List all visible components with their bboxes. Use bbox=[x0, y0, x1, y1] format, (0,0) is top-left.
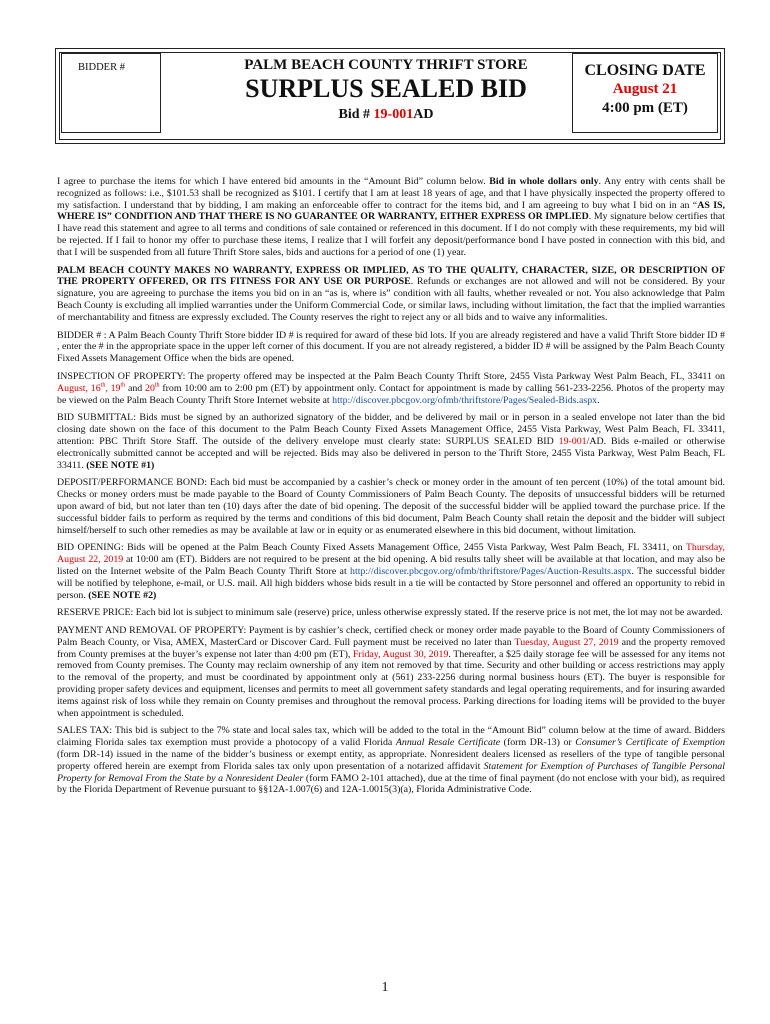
payment-paragraph: PAYMENT AND REMOVAL OF PROPERTY: Payment is by cashier’s check, certified check or money order made payable to the Board of County Commissioners of Palm Beach County, or Visa, AMEX, MasterCard or Discover Card. Full payment must be received no later than Tuesday, August 27, 2019 and the property removed from County premises at the buyer’s expense not later than 4:00 pm (ET), Friday, August 30, 2019. Thereafter, a $25 daily storage fee will be assessed for any items not removed from County premises. The County may reclaim ownership of any item not removed by that time. Security and other building or access restrictions may apply to the removal of the property, and must be coordinated by appointment only at (561) 233-2256 during normal business hours (ET). The buyer is responsible for providing proper safety devices and equipment, licenses and permits to meet all government safety standards and legal operating requirements, and for insuring awarded items against risk of loss while they remain on County premises and throughout the removal process. Parking directions for loading items will be provided to the buyer when appointment is scheduled. bbox=[57, 625, 726, 719]
intro-paragraph: I agree to purchase the items for which I have entered bid amounts in the “Amount Bid” column below. Bid in whole dollars only. Any entry with cents shall be recognized as follows: i.e., $101.53 shall be recognized as $101. I certify that I am at least 18 years of age, and that I have physically inspected the property offered to my satisfaction. I understand that by bidding, I am making an enforceable offer to contract for the items bid, and I am agreeing to buy what I bid on in an “AS IS, WHERE IS” CONDITION AND THAT THERE IS NO GUARANTEE OR WARRANTY, EITHER EXPRESS OR IMPLIED. My signature below certifies that I have read this statement and agree to all terms and conditions of sale contained or referenced in this document. If I do not comply with these requirements, my bid will be rejected. If I fail to honor my offer to purchase these items, I realize that I will forfeit any deposit/performance bond I have posted in connection with this bid, and that I will be suspended from all future Thrift Store sales, bids and auctions for a period of one (1) year. bbox=[57, 176, 726, 258]
opening-paragraph: BID OPENING: Bids will be opened at the Palm Beach County Fixed Assets Management Office, 2455 Vista Parkway, West Palm Beach, FL 33411, on Thursday, August 22, 2019 at 10:00 am (ET). Bidders are not required to be present at the bid opening. A bid results tally sheet will be available at that location, and may also be listed on the Internet website of the Palm Beach County Thrift Store at http://discover.pbcgov.org/ofmb/thriftstore/Pages/Auction-Results.aspx. The successful bidder will be notified by telephone, e-mail, or U.S. mail. All high bidders whose bids result in a tie will be contacted by Store personnel and offered an opportunity to rebid in person. (SEE NOTE #2) bbox=[57, 542, 726, 601]
bidder-paragraph: BIDDER # : A Palm Beach County Thrift Store bidder ID # is required for award of these bid lots. If you are already registered and have a valid Thrift Store bidder ID # , enter the # in the appropriate space in the upper left corner of this document. If you are not already registered, a bidder ID # will be assigned by the Palm Beach County Fixed Assets Management Office when the bids are opened. bbox=[57, 329, 725, 365]
terms-body bbox=[57, 176, 725, 802]
auction-results-link[interactable]: http://discover.pbcgov.org/ofmb/thriftstore/Pages/Auction-Results.aspx bbox=[350, 565, 632, 577]
reserve-paragraph: RESERVE PRICE: Each bid lot is subject to minimum sale (reserve) price, unless otherwise expressly stated. If the reserve price is not met, the lot may not be awarded. bbox=[57, 607, 723, 619]
page-number: 1 bbox=[381, 980, 389, 995]
bidder-label: BIDDER # bbox=[78, 62, 125, 73]
store-name: PALM BEACH COUNTY THRIFT STORE bbox=[244, 57, 528, 73]
closing-time-value: 4:00 pm (ET) bbox=[602, 100, 688, 116]
closing-date-box bbox=[572, 53, 718, 133]
warranty-paragraph: PALM BEACH COUNTY MAKES NO WARRANTY, EXPRESS OR IMPLIED, AS TO THE QUALITY, CHARACTER, SIZE, OR DESCRIPTION OF THE PROPERTY OFFERED, OR ITS FITNESS FOR ANY USE OR PURPOSE. Refunds or exchanges are not allowed and will not be considered. By your signature, you are agreeing to purchase the items you bid on in an “as is, where is” condition with all faults, whether revealed or not. You also acknowledge that Palm Beach County is excluding all implied warranties under the Uniform Commercial Code, or similar laws, including without limitation, the fact that the implied warranties of merchantability and fitness are expressly excluded. The County reserves the right to reject any or all bids and to waive any informalities. bbox=[57, 264, 726, 323]
bidder-number-field[interactable] bbox=[61, 53, 161, 133]
bid-number: Bid # 19-001AD bbox=[338, 107, 434, 122]
deposit-paragraph: DEPOSIT/PERFORMANCE BOND: Each bid must be accompanied by a cashier’s check or money order in the amount of ten percent (10%) of the total amount bid. Checks or money orders must be made payable to the Board of County Commissioners of Palm Beach County. The deposits of unsuccessful bidders will be returned upon award of bid, but not later than ten (10) days after the date of bid opening. The deposit of the successful bidder will be applied toward the purchase price. If the successful bidder fails to perform as required by the terms and conditions of this bid document, Palm Beach County shall retain the deposit and the bidder will subject himself/herself to such other remedies as may be available at law or in equity or as enumerated elsewhere in this bid document, without limitation. bbox=[57, 477, 725, 536]
closing-date-label: CLOSING DATE bbox=[584, 62, 706, 79]
tax-paragraph: SALES TAX: This bid is subject to the 7% state and local sales tax, which will be added to the total in the “Amount Bid” column below at the time of award. Bidders claiming Florida sales tax exemption must provide a photocopy of a valid Florida Annual Resale Certificate (form DR-13) or Consumer’s Certificate of Exemption (form DR-14) issued in the name of the bidder’s business or exempt entity, as appropriate. Nonresident dealers licensed as resellers of the type of tangible personal property offered herein are exempt from Florida sales tax only upon presentation of a notarized affidavit Statement for Exemption of Purchases of Tangible Personal Property for Removal From the State by a Nonresident Dealer (form FAMO 2-101 attached), due at the time of final payment (do not enclose with your bid), as required by the Florida Department of Revenue pursuant to §§12A-1.007(6) and 12A-1.0015(3)(a), Florida Administrative Code. bbox=[57, 725, 725, 796]
document-title: SURPLUS SEALED BID bbox=[245, 74, 527, 103]
sealed-bids-link[interactable]: http://discover.pbcgov.org/ofmb/thriftstore/Pages/Sealed-Bids.aspx bbox=[332, 394, 598, 406]
submittal-paragraph: BID SUBMITTAL: Bids must be signed by an authorized signatory of the bidder, and be delivered by mail or in person in a sealed envelope not later than the bid closing date shown on the face of this document to the Palm Beach County Fixed Assets Management Office, 2455 Vista Parkway, West Palm Beach, FL 33411, attention: PBC Thrift Store Staff. The outside of the delivery envelope must clearly state: SURPLUS SEALED BID 19-001/AD. Bids e-mailed or otherwise electronically submitted cannot be accepted and will be rejected. Bids may also be delivered in person to the Thrift Store, 2455 Vista Parkway, West Palm Beach, FL 33411. (SEE NOTE #1) bbox=[57, 412, 725, 471]
bid-number-highlight: 19-001 bbox=[373, 107, 414, 122]
inspection-paragraph: INSPECTION OF PROPERTY: The property offered may be inspected at the Palm Beach County Thrift Store, 2455 Vista Parkway West Palm Beach, FL, 33411 on August, 16th, 19th and 20th from 10:00 am to 2:00 pm (ET) by appointment only. Contact for appointment is made by calling 561-233-2256. Photos of the property may be viewed on the Palm Beach County Thrift Store Internet website at http://discover.pbcgov.org/ofmb/thriftstore/Pages/Sealed-Bids.aspx. bbox=[57, 370, 725, 406]
closing-date-value: August 21 bbox=[612, 81, 678, 97]
